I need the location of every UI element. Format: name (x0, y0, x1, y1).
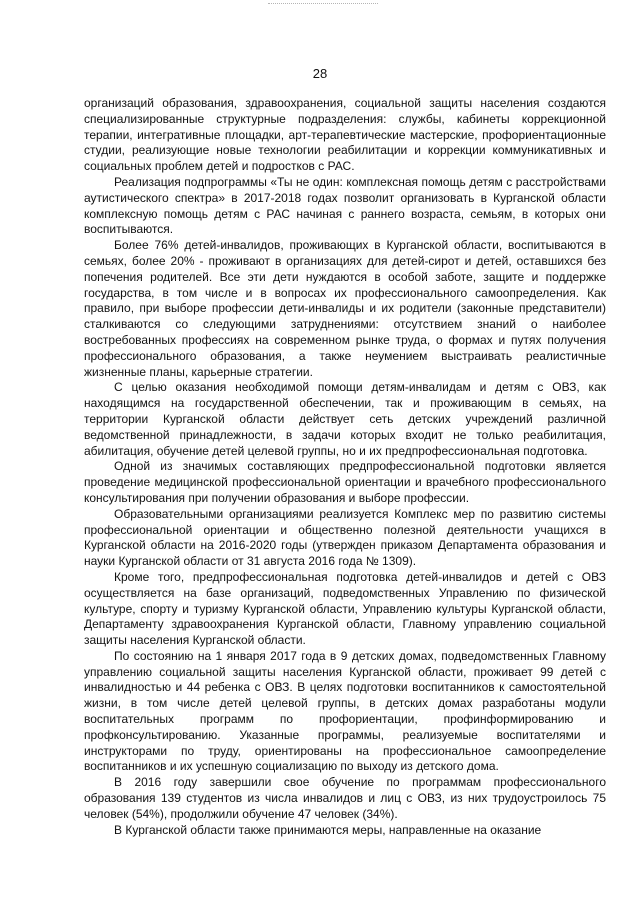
paragraph: С целью оказания необходимой помощи детям-инвалидам и детям с ОВЗ, как находящимся на государственной обеспечении, так и проживающим в семьях, на территории Курганской области действует сеть детских учреждений различной ведомственной принадлежности, в задачи которых входит не только реабилитация, абилитация, обучение детей целевой группы, но и их предпрофессиональная подготовка. (84, 380, 606, 458)
paragraph: организаций образования, здравоохранения, социальной защиты населения создаются специализированные структурные подразделения: службы, кабинеты коррекционной терапии, интегративные площадки, арт-терапевтические мастерские, профориентационные студии, реализующие новые технологии реабилитации и коррекции коммуникативных и социальных проблем детей и подростков с РАС. (84, 96, 606, 174)
document-body (84, 96, 606, 838)
paragraph: Реализация подпрограммы «Ты не один: комплексная помощь детям с расстройствами аутистического спектра» в 2017-2018 годах позволит организовать в Курганской области комплексную помощь детям с РАС начиная с раннего возраста, семьям, в которых они воспитываются. (84, 174, 606, 237)
paragraph: Одной из значимых составляющих предпрофессиональной подготовки является проведение медицинской профессиональной ориентации и врачебного профессионального консультирования при получении образования и выборе профессии. (84, 459, 606, 505)
paragraph: По состоянию на 1 января 2017 года в 9 детских домах, подведомственных Главному управлению социальной защиты населения Курганской области, проживает 99 детей с инвалидностью и 44 ребенка с ОВЗ. В целях подготовки воспитанников к самостоятельной жизни, в том числе детей целевой группы, в детских домах разработаны модули воспитательных программ по профориентации, профинформированию и профконсультированию. Указанные программы, реализуемые воспитателями и инструкторами по труду, ориентированы на профессиональное самоопределение воспитанников и их успешную социализацию по выходу из детского дома. (84, 648, 606, 774)
paragraph: Более 76% детей-инвалидов, проживающих в Курганской области, воспитываются в семьях, более 20% - проживают в организациях для детей-сирот и детей, оставшихся без попечения родителей. Все эти дети нуждаются в особой заботе, защите и поддержке государства, в том числе и в вопросах их профессионального самоопределения. Как правило, при выборе профессии дети-инвалиды и их родители (законные представители) сталкиваются со следующими затруднениями: отсутствием знаний о наиболее востребованных профессиях на современном рынке труда, о формах и путях получения профессионального образования, а также неумением выстраивать реалистичные жизненные планы, карьерные стратегии. (84, 238, 606, 379)
page-number: 28 (312, 66, 328, 81)
paragraph: Кроме того, предпрофессиональная подготовка детей-инвалидов и детей с ОВЗ осуществляется на базе организаций, подведомственных Управлению по физической культуре, спорту и туризму Курганской области, Управлению культуры Курганской области, Департаменту здравоохранения Курганской области, Главному управлению социальной защиты населения Курганской области. (84, 569, 606, 648)
paragraph: Образовательными организациями реализуется Комплекс мер по развитию системы профессиональной ориентации и общественно полезной деятельности учащихся в Курганской области на 2016-2020 годы (утвержден приказом Департамента образования и науки Курганской области от 31 августа 2016 года № 1309). (84, 506, 606, 569)
paragraph: В 2016 году завершили свое обучение по программам профессионального образования 139 студентов из числа инвалидов и лиц с ОВЗ, из них трудоустроилось 75 человек (54%), продолжили обучение 47 человек (34%). (84, 775, 606, 821)
scan-artifact (268, 3, 378, 6)
paragraph: В Курганской области также принимаются меры, направленные на оказание (114, 822, 542, 837)
